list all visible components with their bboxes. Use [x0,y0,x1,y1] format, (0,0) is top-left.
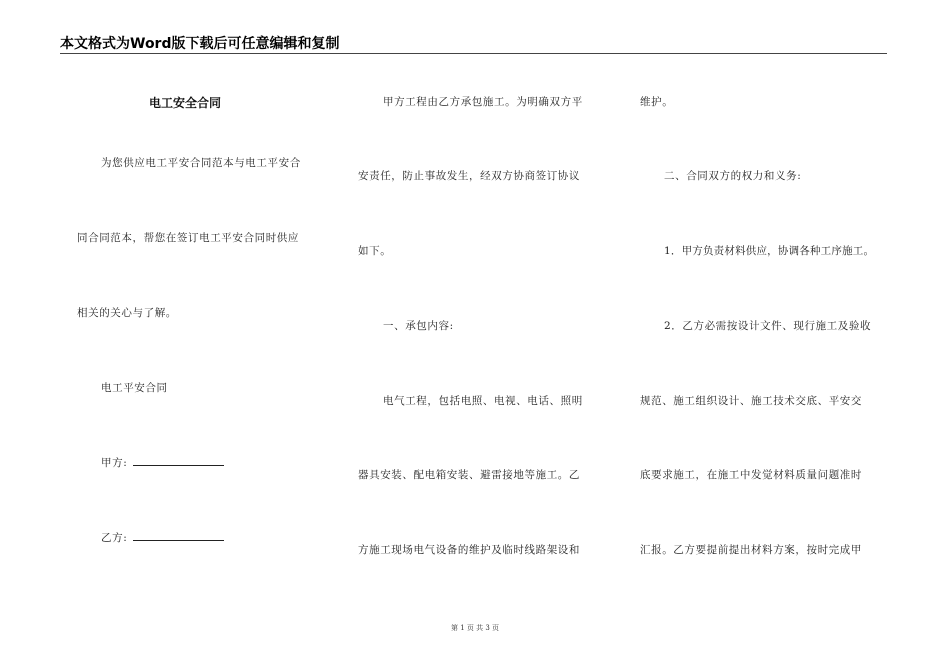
contract-name: 电工平安合同 [101,382,168,394]
intro-line-2: 同合同范本，帮您在签订电工平安合同时供应 [77,232,299,244]
document-title: 电工安全合同 [149,96,222,110]
col2-line-2: 安责任，防止事故发生，经双方协商签订协议 [358,170,580,182]
section-1-heading: 一、承包内容: [383,320,454,332]
col2-line-1: 甲方工程由乙方承包施工。为明确双方平 [383,96,583,108]
party-b-label: 乙方: [101,532,128,544]
download-banner: 本文格式为Word版下载后可任意编辑和复制 [60,36,340,52]
col2-line-3: 如下。 [358,245,392,257]
party-b-line [101,530,224,545]
page-number: 第 1 页 共 3 页 [450,624,500,632]
col3-line-1: 维护。 [640,96,674,108]
clause-item-1: 1．甲方负责材料供应，协调各种工序施工。 [664,245,875,257]
col3-line-3: 底要求施工，在施工中发觉材料质量问题准时 [640,469,862,481]
col3-line-2: 规范、施工组织设计、施工技术交底、平安交 [640,395,862,407]
party-b-blank [133,531,224,541]
col2-line-6: 方施工现场电气设备的维护及临时线路架设和 [358,544,580,556]
intro-line-1: 为您供应电工平安合同范本与电工平安合 [101,157,301,169]
section-2-heading: 二、合同双方的权力和义务: [664,170,802,182]
header-divider [60,53,887,54]
col2-line-4: 电气工程，包括电照、电视、电话、照明 [383,395,583,407]
clause-item-2: 2．乙方必需按设计文件、现行施工及验收 [664,320,872,332]
col3-line-4: 汇报。乙方要提前提出材料方案，按时完成甲 [640,544,862,556]
party-a-label: 甲方: [101,457,128,469]
col2-line-5: 器具安装、配电箱安装、避雷接地等施工。乙 [358,469,580,481]
party-a-line [101,455,224,470]
intro-line-3: 相关的关心与了解。 [77,307,177,319]
party-a-blank [133,456,224,466]
